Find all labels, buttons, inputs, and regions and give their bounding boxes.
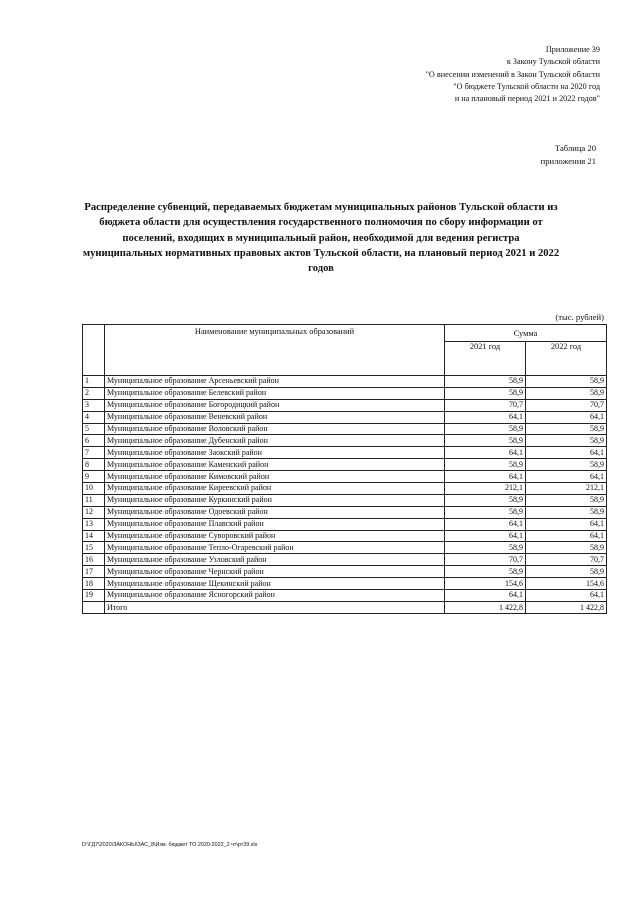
row-amount-2021: 58,9 <box>445 423 526 435</box>
table-row <box>83 459 607 471</box>
row-amount-2021: 70,7 <box>445 554 526 566</box>
row-municipality: Муниципальное образование Суворовский район <box>105 530 445 542</box>
row-municipality: Муниципальное образование Куркинский район <box>105 494 445 506</box>
table-row <box>83 506 607 518</box>
appendix-header <box>380 44 600 105</box>
row-amount-2022: 70,7 <box>526 554 607 566</box>
table-row <box>83 387 607 399</box>
row-municipality: Муниципальное образование Одоевский район <box>105 506 445 518</box>
table-reference <box>541 142 596 167</box>
table-row <box>83 530 607 542</box>
row-amount-2021: 64,1 <box>445 530 526 542</box>
header-number <box>83 325 105 376</box>
row-number: 19 <box>83 590 105 602</box>
row-number: 4 <box>83 411 105 423</box>
row-amount-2021: 64,1 <box>445 590 526 602</box>
row-amount-2021: 58,9 <box>445 542 526 554</box>
row-amount-2021: 58,9 <box>445 506 526 518</box>
row-amount-2022: 70,7 <box>526 399 607 411</box>
row-municipality: Муниципальное образование Киреевский район <box>105 483 445 495</box>
row-number: 8 <box>83 459 105 471</box>
row-municipality: Муниципальное образование Воловский район <box>105 423 445 435</box>
row-municipality: Муниципальное образование Дубенский район <box>105 435 445 447</box>
table-total-row <box>83 601 607 614</box>
row-amount-2021: 64,1 <box>445 411 526 423</box>
table-row <box>83 542 607 554</box>
row-municipality: Муниципальное образование Чернский район <box>105 566 445 578</box>
row-municipality: Муниципальное образование Кимовский район <box>105 471 445 483</box>
row-number: 16 <box>83 554 105 566</box>
appendix-law: к Закону Тульской области <box>506 57 600 67</box>
row-amount-2022: 64,1 <box>526 447 607 459</box>
row-amount-2022: 58,9 <box>526 387 607 399</box>
total-number <box>83 601 105 614</box>
subsidy-table <box>82 324 607 614</box>
row-municipality: Муниципальное образование Каменский район <box>105 459 445 471</box>
row-amount-2021: 58,9 <box>445 566 526 578</box>
row-number: 17 <box>83 566 105 578</box>
document-title: Распределение субвенций, передаваемых бюджетам муниципальных районов Тульской области из бюджета области для осуществления государственного полномочия по сбору информации от поселений, входящих в муниципальный район, необходимой для ведения регистра муниципальных нормативных правовых актов Тульской области, на плановый период 2021 и 2022 годов <box>82 202 560 275</box>
row-amount-2022: 58,9 <box>526 376 607 388</box>
row-amount-2022: 58,9 <box>526 542 607 554</box>
row-number: 1 <box>83 376 105 388</box>
row-amount-2022: 58,9 <box>526 494 607 506</box>
table-row <box>83 376 607 388</box>
header-name: Наименование муниципальных образований <box>105 325 445 376</box>
row-amount-2021: 64,1 <box>445 447 526 459</box>
row-number: 5 <box>83 423 105 435</box>
table-row <box>83 399 607 411</box>
row-amount-2022: 212,1 <box>526 483 607 495</box>
row-amount-2021: 58,9 <box>445 459 526 471</box>
row-number: 18 <box>83 578 105 590</box>
header-year-2021: 2021 год <box>445 342 526 376</box>
row-number: 10 <box>83 483 105 495</box>
total-label: Итого <box>105 601 445 614</box>
row-amount-2021: 58,9 <box>445 387 526 399</box>
row-municipality: Муниципальное образование Узловский район <box>105 554 445 566</box>
row-amount-2022: 58,9 <box>526 435 607 447</box>
row-number: 7 <box>83 447 105 459</box>
row-municipality: Муниципальное образование Щекинский район <box>105 578 445 590</box>
row-municipality: Муниципальное образование Ясногорский район <box>105 590 445 602</box>
row-number: 2 <box>83 387 105 399</box>
header-sum: Сумма <box>445 325 607 342</box>
row-amount-2021: 58,9 <box>445 435 526 447</box>
row-municipality: Муниципальное образование Белевский район <box>105 387 445 399</box>
row-amount-2022: 154,6 <box>526 578 607 590</box>
total-amount-2022: 1 422,8 <box>526 601 607 614</box>
row-number: 12 <box>83 506 105 518</box>
row-amount-2022: 64,1 <box>526 518 607 530</box>
appendix-law-title-2: "О бюджете Тульской области на 2020 год <box>453 81 600 91</box>
table-row <box>83 494 607 506</box>
row-number: 6 <box>83 435 105 447</box>
row-amount-2021: 64,1 <box>445 471 526 483</box>
row-municipality: Муниципальное образование Веневский район <box>105 411 445 423</box>
row-amount-2021: 58,9 <box>445 376 526 388</box>
table-row <box>83 471 607 483</box>
row-amount-2021: 70,7 <box>445 399 526 411</box>
units-label: (тыс. рублей) <box>555 312 604 322</box>
table-row <box>83 411 607 423</box>
appendix-number: Приложение 39 <box>545 45 600 54</box>
table-row <box>83 554 607 566</box>
row-number: 15 <box>83 542 105 554</box>
row-amount-2021: 212,1 <box>445 483 526 495</box>
appendix-law-title-1: "О внесении изменений в Закон Тульской области <box>425 69 600 79</box>
row-number: 9 <box>83 471 105 483</box>
row-amount-2022: 64,1 <box>526 590 607 602</box>
row-municipality: Муниципальное образование Плавский район <box>105 518 445 530</box>
row-amount-2022: 64,1 <box>526 411 607 423</box>
row-amount-2022: 58,9 <box>526 423 607 435</box>
table-number: Таблица 20 <box>554 143 596 153</box>
table-row <box>83 518 607 530</box>
table-row <box>83 423 607 435</box>
table-row <box>83 483 607 495</box>
row-number: 13 <box>83 518 105 530</box>
file-path-footer: D:\ГД7\2020\ЗАКОНЫ\ЗАС_8\Изм. бюджет ТО 2020-2022_2 чт\рт39.xls <box>82 842 258 848</box>
table-row <box>83 590 607 602</box>
total-amount-2021: 1 422,8 <box>445 601 526 614</box>
row-amount-2021: 58,9 <box>445 494 526 506</box>
row-municipality: Муниципальное образование Арсеньевский район <box>105 376 445 388</box>
row-amount-2021: 154,6 <box>445 578 526 590</box>
row-amount-2021: 64,1 <box>445 518 526 530</box>
row-amount-2022: 58,9 <box>526 566 607 578</box>
row-municipality: Муниципальное образование Тепло-Огаревский район <box>105 542 445 554</box>
appendix-law-title-3: и на плановый период 2021 и 2022 годов" <box>454 94 600 104</box>
row-amount-2022: 58,9 <box>526 459 607 471</box>
row-number: 3 <box>83 399 105 411</box>
row-amount-2022: 58,9 <box>526 506 607 518</box>
row-number: 14 <box>83 530 105 542</box>
table-row <box>83 578 607 590</box>
row-municipality: Муниципальное образование Заокский район <box>105 447 445 459</box>
header-year-2022: 2022 год <box>526 342 607 376</box>
row-number: 11 <box>83 494 105 506</box>
table-appendix: приложения 21 <box>540 155 596 166</box>
row-municipality: Муниципальное образование Богородицкий район <box>105 399 445 411</box>
table-row <box>83 435 607 447</box>
row-amount-2022: 64,1 <box>526 530 607 542</box>
table-row <box>83 566 607 578</box>
table-row <box>83 447 607 459</box>
row-amount-2022: 64,1 <box>526 471 607 483</box>
